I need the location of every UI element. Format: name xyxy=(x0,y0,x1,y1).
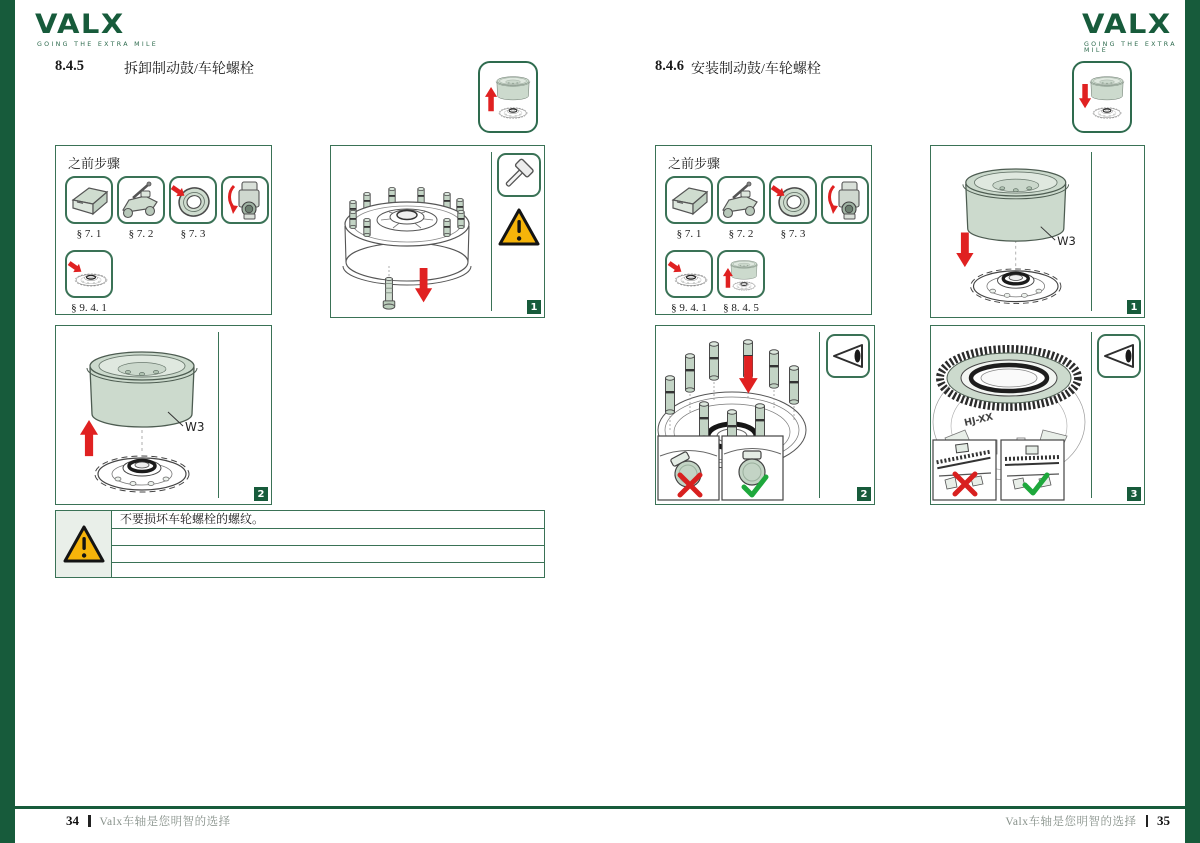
drum-install-illustration xyxy=(931,146,1089,317)
prev-step-label: § 7. 3 xyxy=(180,228,206,240)
prev-step-label: § 9. 4. 1 xyxy=(71,302,107,314)
prev-step-tile xyxy=(665,176,713,224)
prev-step-tile xyxy=(821,176,869,224)
prev-step-tile xyxy=(769,176,817,224)
prev-step-label: § 7. 3 xyxy=(780,228,806,240)
step-box-right-1 xyxy=(930,145,1145,318)
wheel-chock-icon xyxy=(67,178,111,222)
warning-cell xyxy=(56,511,112,577)
prev-step-label: § 7. 1 xyxy=(676,228,702,240)
step-badge: 2 xyxy=(254,487,268,501)
tool-tile xyxy=(497,153,541,197)
trolley-jack-icon xyxy=(119,178,163,222)
panel-divider xyxy=(1091,332,1092,498)
section-title-left: 拆卸制动鼓/车轮螺栓 xyxy=(124,62,254,77)
prev-step-tile xyxy=(65,176,113,224)
footer-slogan: Valx车轴是您明智的选择 xyxy=(1005,816,1137,828)
page-number: 35 xyxy=(1157,813,1170,828)
panel-divider xyxy=(819,332,820,498)
section-number-left: 8.4.5 xyxy=(55,58,84,74)
step-box-left-2 xyxy=(55,325,272,505)
part-label-w3: W3 xyxy=(1057,233,1076,248)
inspect-tile xyxy=(1097,334,1141,378)
task-icon-remove-drum xyxy=(478,61,538,133)
right-edge-bar xyxy=(1185,0,1200,843)
warning-text: 不要损坏车轮螺栓的螺纹。 xyxy=(120,512,265,526)
prev-step-label: § 9. 4. 1 xyxy=(671,302,707,314)
left-edge-bar xyxy=(0,0,15,843)
wheel-icon xyxy=(771,178,815,222)
wheel-bolts-insert-illustration xyxy=(656,326,817,504)
warning-triangle-icon xyxy=(498,208,540,246)
part-label-hjxx: HJ-XX xyxy=(963,411,995,429)
abs-ring-illustration xyxy=(931,326,1089,504)
part-label-w3: W3 xyxy=(185,420,205,434)
eye-icon xyxy=(1103,343,1135,369)
logo-wordmark: VALX xyxy=(35,8,125,40)
brake-caliper-icon xyxy=(823,178,867,222)
drum-install-icon xyxy=(1074,64,1130,130)
warning-row xyxy=(112,545,544,562)
logo-wordmark: VALX xyxy=(1082,8,1172,40)
mallet-icon xyxy=(501,157,537,193)
prev-steps-box-right xyxy=(655,145,872,315)
prev-step-tile xyxy=(65,250,113,298)
footer-separator xyxy=(1146,815,1149,827)
logo-tagline: GOING THE EXTRA MILE xyxy=(37,41,159,48)
prev-steps-box-left xyxy=(55,145,272,315)
page-number: 34 xyxy=(66,813,79,828)
drum-remove-icon xyxy=(480,64,536,130)
warning-row xyxy=(112,562,544,579)
valx-logo-left xyxy=(35,10,158,48)
prev-step-label: § 8. 4. 5 xyxy=(723,302,759,314)
step-badge: 3 xyxy=(1127,487,1141,501)
wheel-icon xyxy=(171,178,215,222)
logo-tagline: GOING THE EXTRA MILE xyxy=(1084,41,1177,55)
brake-drum-bolts-illustration xyxy=(331,146,489,317)
prev-step-tile xyxy=(169,176,217,224)
panel-divider xyxy=(1091,152,1092,311)
warning-triangle-icon xyxy=(63,525,105,563)
prev-step-label: § 7. 1 xyxy=(76,228,102,240)
inspect-tile xyxy=(826,334,870,378)
panel-divider xyxy=(491,152,492,311)
valx-logo-right xyxy=(1082,10,1200,55)
prev-step-tile xyxy=(717,250,765,298)
step-badge: 2 xyxy=(857,487,871,501)
step-box-right-2 xyxy=(655,325,875,505)
prev-steps-title: 之前步骤 xyxy=(668,156,721,171)
prev-step-tile xyxy=(717,176,765,224)
footer-left xyxy=(66,813,231,829)
step-badge: 1 xyxy=(527,300,541,314)
task-icon-install-drum xyxy=(1072,61,1132,133)
prev-step-tile xyxy=(665,250,713,298)
warning-row xyxy=(112,528,544,545)
panel-divider xyxy=(218,332,219,498)
wheel-chock-icon xyxy=(667,178,711,222)
warning-note-box xyxy=(55,510,545,578)
warning-row xyxy=(112,511,544,528)
brake-caliper-icon xyxy=(223,178,267,222)
prev-step-tile xyxy=(221,176,269,224)
eye-icon xyxy=(832,343,864,369)
prev-steps-title: 之前步骤 xyxy=(68,156,121,171)
section-number-right: 8.4.6 xyxy=(655,58,684,74)
section-title-right: 安装制动鼓/车轮螺栓 xyxy=(691,62,821,77)
hub-icon xyxy=(667,252,711,296)
footer-rule xyxy=(15,806,1185,809)
footer-right xyxy=(1005,813,1170,829)
step-box-right-3 xyxy=(930,325,1145,505)
hub-icon xyxy=(67,252,111,296)
drum-hub-icon xyxy=(719,252,763,296)
trolley-jack-icon xyxy=(719,178,763,222)
footer-separator xyxy=(88,815,91,827)
prev-step-tile xyxy=(117,176,165,224)
drum-removal-illustration xyxy=(56,326,216,504)
footer-slogan: Valx车轴是您明智的选择 xyxy=(99,816,231,828)
prev-step-label: § 7. 2 xyxy=(728,228,754,240)
prev-step-label: § 7. 2 xyxy=(128,228,154,240)
step-box-left-1 xyxy=(330,145,545,318)
step-badge: 1 xyxy=(1127,300,1141,314)
